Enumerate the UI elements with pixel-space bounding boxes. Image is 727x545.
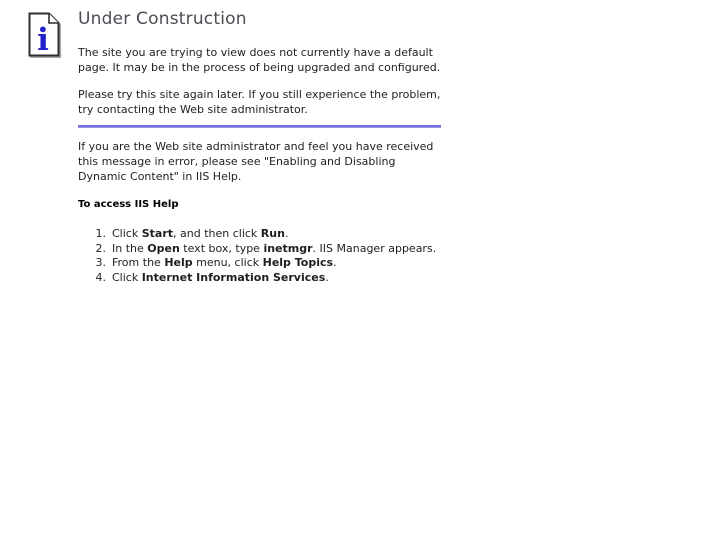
list-item — [78, 227, 444, 242]
info-page-icon-svg — [25, 10, 63, 58]
paragraph-administrator-note: If you are the Web site administrator and feel you have received this message in error, please see "Enabling and Disabling Dynamic Content" in IIS Help. — [78, 140, 434, 183]
list-item — [78, 242, 444, 257]
list-item-text: Click Internet Information Services. — [112, 270, 329, 284]
list-item — [78, 271, 444, 286]
list-item-text: Click Start, and then click Run. — [112, 227, 289, 240]
paragraph-no-default-page: The site you are trying to view does not currently have a default page. It may be in the process of being upgraded and configured. — [78, 46, 441, 74]
iis-help-heading: To access IIS Help — [78, 199, 179, 210]
list-item — [78, 256, 444, 271]
page-fold — [49, 14, 59, 24]
list-item-number: 2. — [95, 241, 106, 255]
list-item-text: From the Help menu, click Help Topics. — [112, 256, 337, 270]
main-content — [78, 9, 444, 285]
info-letter: i — [37, 22, 49, 58]
iis-help-steps — [78, 227, 444, 285]
paragraph-try-again-later: Please try this site again later. If you still experience the problem, try contacting the Web site administrator. — [78, 88, 441, 116]
list-item-number: 4. — [95, 270, 106, 284]
info-page-icon — [25, 10, 63, 58]
horizontal-rule — [78, 125, 441, 128]
list-item-text: In the Open text box, type inetmgr. IIS Manager appears. — [112, 241, 437, 255]
list-item-number: 3. — [95, 256, 106, 270]
list-item-number: 1. — [95, 227, 106, 240]
page-title: Under Construction — [78, 9, 247, 29]
